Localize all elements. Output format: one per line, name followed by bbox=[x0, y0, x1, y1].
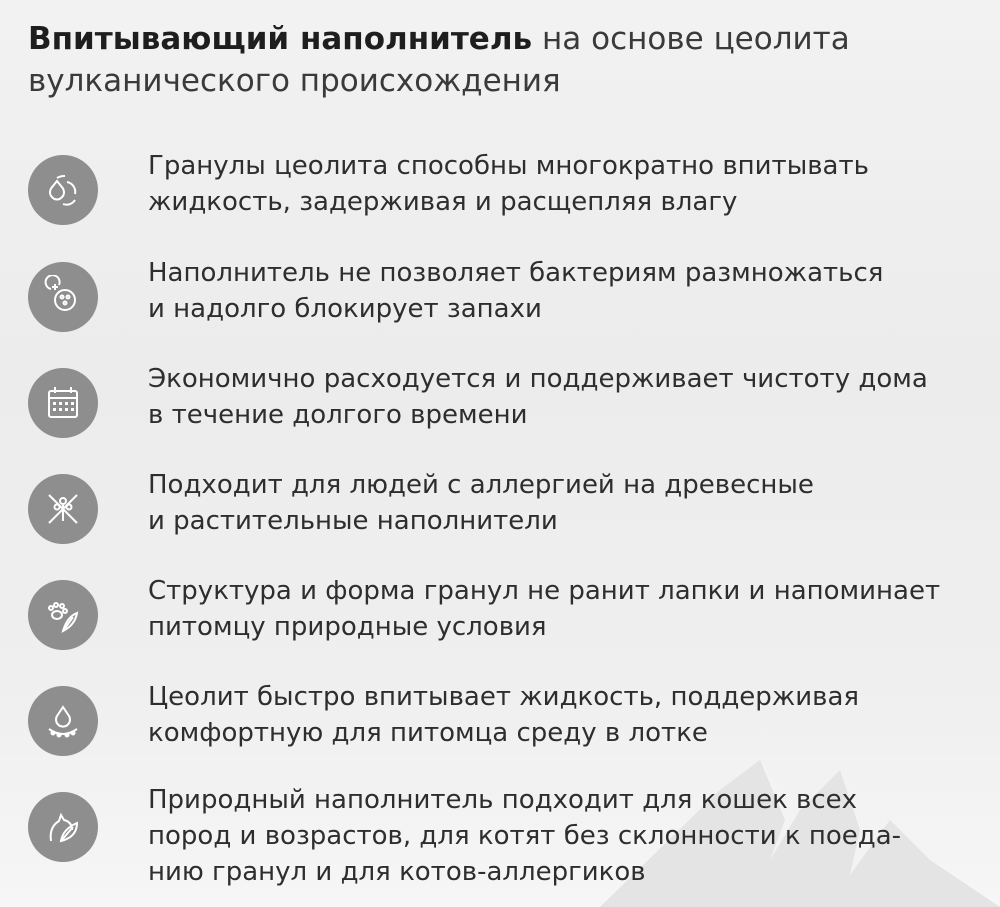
absorbing-drop-icon bbox=[28, 686, 98, 756]
page-title-rest: на основе цеолита вулканического происхождения bbox=[28, 21, 850, 99]
feature-text: Цеолит быстро впитывает жидкость, поддерживая комфортную для питомца среду в лотке bbox=[148, 682, 860, 748]
feature-text: Экономично расходуется и поддерживает чистоту дома в течение долгого времени bbox=[148, 364, 928, 430]
antibacterial-icon bbox=[28, 262, 98, 332]
feature-text: Гранулы цеолита способны многократно впитывать жидкость, задерживая и расщепляя влагу bbox=[148, 151, 869, 217]
page-title bbox=[28, 18, 968, 102]
water-cycle-icon bbox=[28, 155, 98, 225]
no-allergy-plant-icon bbox=[28, 474, 98, 544]
feature-text: Природный наполнитель подходит для кошек всех пород и возрастов, для котят без склонности к поеда- нию гранул и для котов-аллергиков bbox=[148, 785, 902, 887]
paw-feather-icon bbox=[28, 580, 98, 650]
feature-text: Подходит для людей с аллергией на древесные и растительные наполнители bbox=[148, 470, 814, 536]
page-title-bold: Впитывающий наполнитель bbox=[28, 21, 533, 57]
calendar-icon bbox=[28, 368, 98, 438]
feature-text: Структура и форма гранул не ранит лапки и напоминает питомцу природные условия bbox=[148, 576, 941, 642]
cat-leaf-icon bbox=[28, 792, 98, 862]
feature-text: Наполнитель не позволяет бактериям размножаться и надолго блокирует запахи bbox=[148, 258, 884, 324]
